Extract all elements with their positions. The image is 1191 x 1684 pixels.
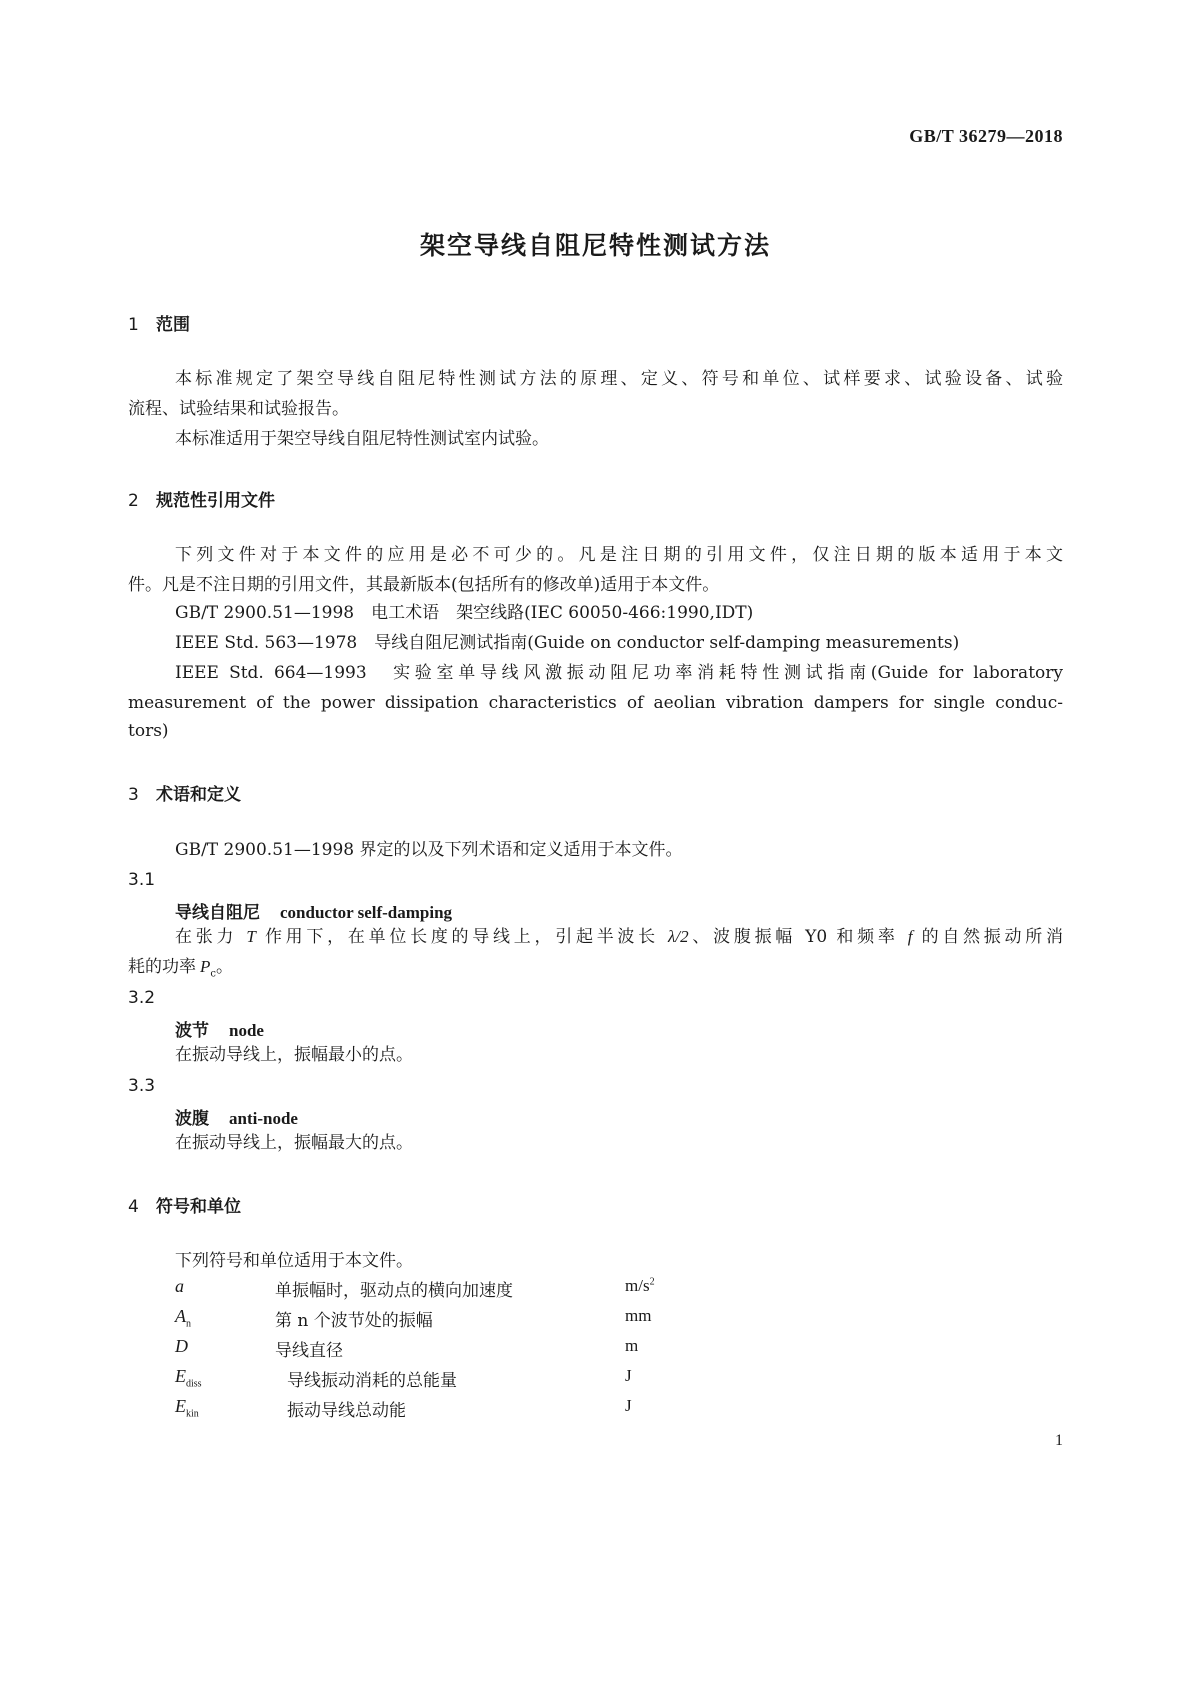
term-chinese: 波节 bbox=[175, 1021, 209, 1041]
symbol-row bbox=[175, 1396, 975, 1426]
symbol-description: 单振幅时，驱动点的横向加速度 bbox=[275, 1281, 513, 1301]
section-number: 1 bbox=[128, 315, 139, 335]
symbol-row bbox=[175, 1276, 975, 1306]
term-number: 3.2 bbox=[128, 988, 156, 1008]
symbol-description: 导线振动消耗的总能量 bbox=[287, 1371, 457, 1391]
symbol-unit: $m/s^2$ bbox=[625, 1276, 655, 1295]
symbol: a bbox=[175, 1276, 184, 1296]
symbol-description: 第 n 个波节处的振幅 bbox=[275, 1311, 433, 1331]
definition-text: 的自然振动所消 bbox=[921, 927, 1063, 947]
symbol-unit: mm bbox=[625, 1306, 652, 1325]
tension-symbol: T bbox=[246, 927, 256, 946]
paragraph: 本标准规定了架空导线自阻尼特性测试方法的原理、定义、符号和单位、试样要求、试验设备、试验 bbox=[175, 369, 1063, 389]
symbol: $E_{diss}$ bbox=[175, 1366, 202, 1390]
reference-item: GB/T 2900.51—1998 电工术语 架空线路(IEC 60050-466:1990,IDT) bbox=[175, 603, 754, 623]
symbol: $A_n$ bbox=[175, 1306, 191, 1330]
section-number: 3 bbox=[128, 785, 139, 805]
definition-text: 耗的功率 bbox=[128, 957, 196, 977]
section-4-heading bbox=[128, 1192, 241, 1217]
symbol: D bbox=[175, 1336, 188, 1356]
definition-text: 、波腹振幅 Y0 和频率 bbox=[688, 927, 899, 947]
paragraph: 下列符号和单位适用于本文件。 bbox=[175, 1251, 413, 1271]
term-heading bbox=[175, 1016, 264, 1041]
section-3-heading bbox=[128, 780, 241, 805]
term-definition bbox=[175, 922, 1063, 952]
reference-continuation: tors) bbox=[128, 721, 169, 741]
page-number: 1 bbox=[1055, 1432, 1063, 1449]
term-english: conductor self-damping bbox=[280, 903, 453, 922]
symbol-row bbox=[175, 1366, 975, 1396]
section-title: 范围 bbox=[156, 315, 190, 335]
term-chinese: 导线自阻尼 bbox=[175, 903, 260, 923]
paragraph-continuation: 流程、试验结果和试验报告。 bbox=[128, 399, 349, 419]
standard-code: GB/T 36279—2018 bbox=[909, 126, 1063, 146]
symbol-row bbox=[175, 1336, 975, 1366]
term-chinese: 波腹 bbox=[175, 1109, 209, 1129]
paragraph-continuation: 件。凡是不注日期的引用文件，其最新版本(包括所有的修改单)适用于本文件。 bbox=[128, 575, 720, 595]
paragraph: 本标准适用于架空导线自阻尼特性测试室内试验。 bbox=[175, 429, 549, 449]
term-english: node bbox=[229, 1021, 264, 1040]
symbol-unit: m bbox=[625, 1336, 639, 1355]
section-title: 规范性引用文件 bbox=[156, 491, 275, 511]
symbol-row bbox=[175, 1306, 975, 1336]
term-definition-continuation bbox=[128, 952, 1063, 989]
definition-text: 在张力 bbox=[175, 927, 238, 947]
section-number: 4 bbox=[128, 1197, 139, 1217]
section-2-heading bbox=[128, 486, 275, 511]
term-heading bbox=[175, 1104, 298, 1129]
symbol-unit: J bbox=[625, 1366, 632, 1385]
symbol-description: 振动导线总动能 bbox=[287, 1401, 406, 1421]
term-definition: 在振动导线上，振幅最大的点。 bbox=[175, 1133, 413, 1153]
term-english: anti-node bbox=[229, 1109, 298, 1128]
section-title: 术语和定义 bbox=[156, 785, 241, 805]
definition-text: 。 bbox=[216, 957, 233, 977]
document-title: 架空导线自阻尼特性测试方法 bbox=[419, 231, 771, 260]
power-subscript: c bbox=[210, 968, 216, 980]
term-heading bbox=[175, 898, 452, 923]
term-number: 3.3 bbox=[128, 1076, 156, 1096]
reference-item: IEEE Std. 664—1993 实验室单导线风激振动阻尼功率消耗特性测试指南(Guide for laboratory bbox=[175, 663, 1063, 683]
definition-text: 作用下，在单位长度的导线上，引起半波长 bbox=[264, 927, 659, 947]
frequency-symbol: f bbox=[907, 927, 913, 946]
power-symbol: P bbox=[200, 957, 211, 976]
paragraph: GB/T 2900.51—1998 界定的以及下列术语和定义适用于本文件。 bbox=[175, 840, 683, 860]
reference-continuation: measurement of the power dissipation characteristics of aeolian vibration dampers for single conduc- bbox=[128, 693, 1063, 713]
paragraph: 下列文件对于本文件的应用是必不可少的。凡是注日期的引用文件，仅注日期的版本适用于本文 bbox=[175, 545, 1063, 565]
section-1-heading bbox=[128, 310, 190, 335]
symbol: $E_{kin}$ bbox=[175, 1396, 199, 1420]
symbol-description: 导线直径 bbox=[275, 1341, 343, 1361]
lambda-symbol: λ/2 bbox=[668, 927, 689, 946]
term-number: 3.1 bbox=[128, 870, 156, 890]
section-number: 2 bbox=[128, 491, 139, 511]
term-definition: 在振动导线上，振幅最小的点。 bbox=[175, 1045, 413, 1065]
symbol-unit: J bbox=[625, 1396, 632, 1415]
reference-item: IEEE Std. 563—1978 导线自阻尼测试指南(Guide on conductor self-damping measurements) bbox=[175, 633, 960, 653]
section-title: 符号和单位 bbox=[156, 1197, 241, 1217]
